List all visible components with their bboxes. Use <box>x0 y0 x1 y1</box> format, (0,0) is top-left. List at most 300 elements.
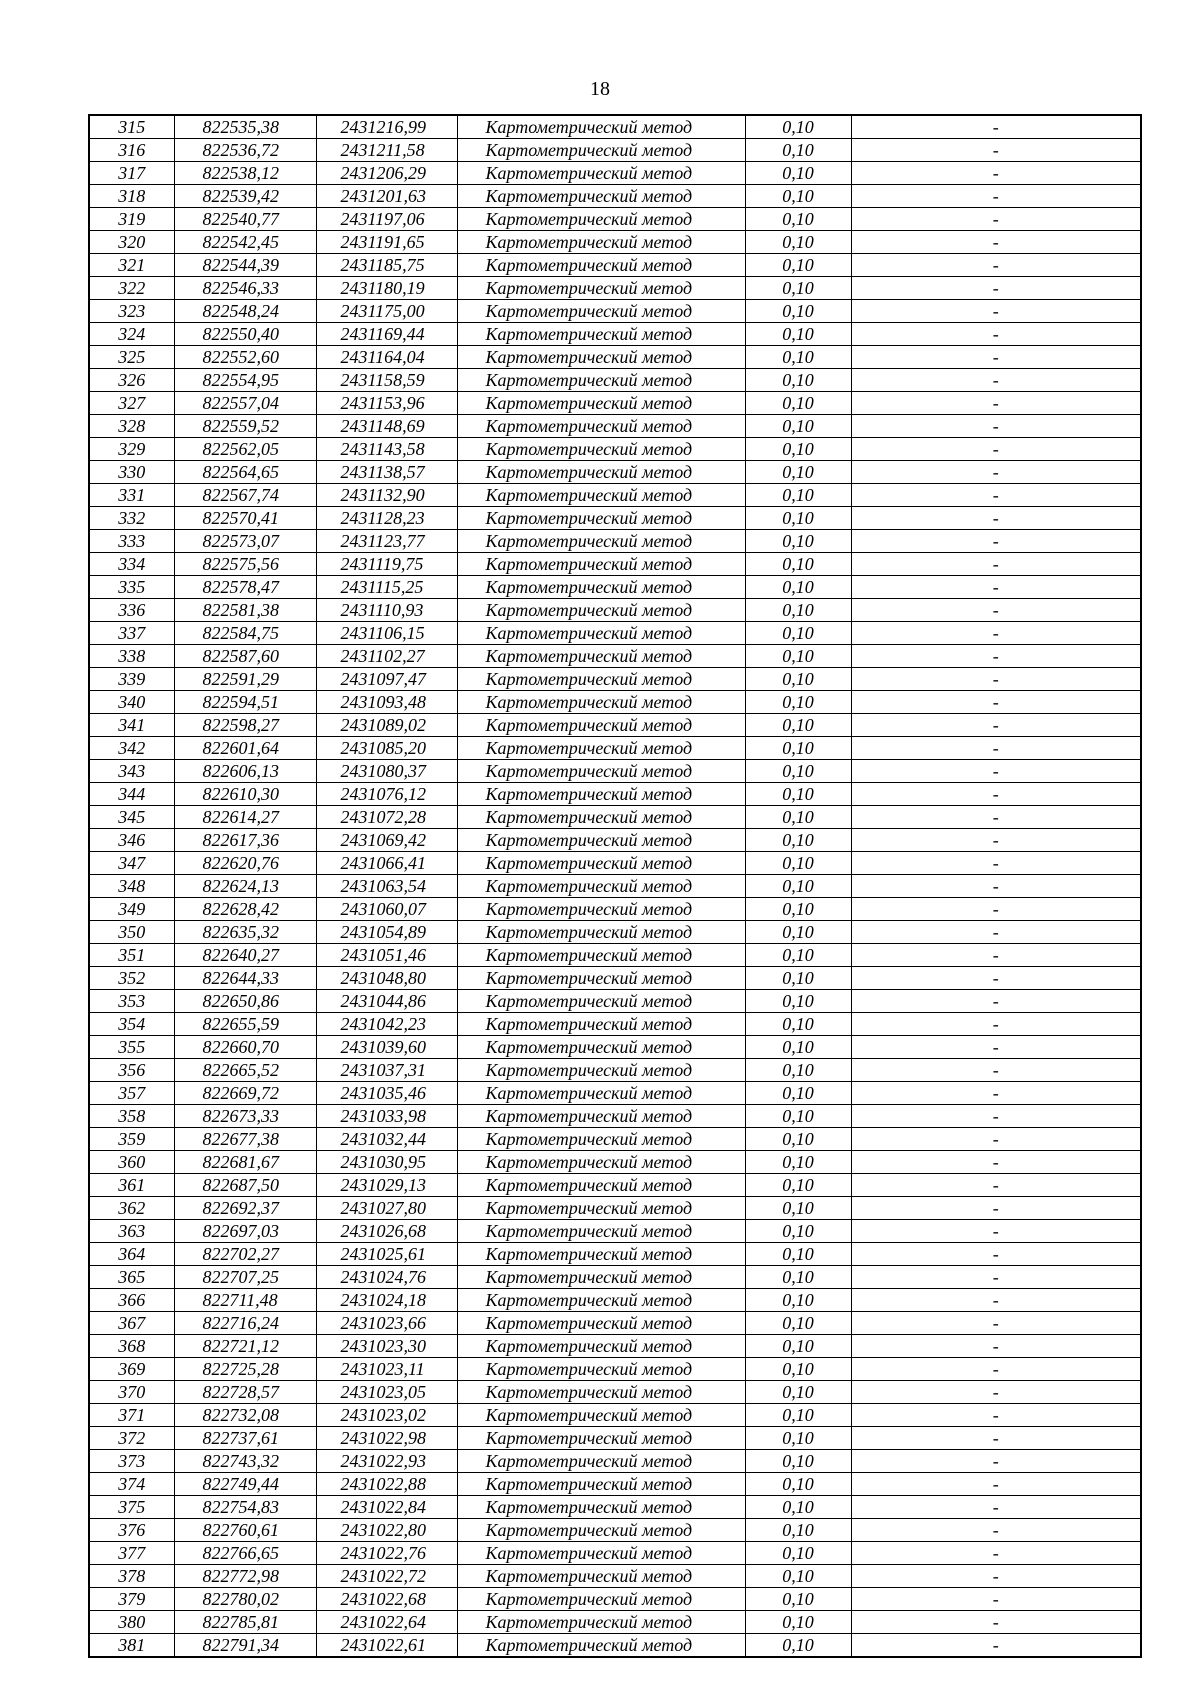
method-cell: Картометрический метод <box>457 1266 745 1289</box>
point-number-cell: 379 <box>89 1588 174 1611</box>
y-coordinate-cell: 2431022,61 <box>316 1634 457 1658</box>
method-cell: Картометрический метод <box>457 162 745 185</box>
description-cell: - <box>851 1059 1141 1082</box>
point-number-cell: 360 <box>89 1151 174 1174</box>
accuracy-cell: 0,10 <box>745 346 851 369</box>
method-cell: Картометрический метод <box>457 1358 745 1381</box>
method-cell: Картометрический метод <box>457 115 745 139</box>
description-cell: - <box>851 1174 1141 1197</box>
x-coordinate-cell: 822539,42 <box>174 185 316 208</box>
description-cell: - <box>851 438 1141 461</box>
accuracy-cell: 0,10 <box>745 1266 851 1289</box>
table-row <box>89 1519 1141 1542</box>
y-coordinate-cell: 2431097,47 <box>316 668 457 691</box>
table-row <box>89 254 1141 277</box>
y-coordinate-cell: 2431039,60 <box>316 1036 457 1059</box>
x-coordinate-cell: 822564,65 <box>174 461 316 484</box>
x-coordinate-cell: 822587,60 <box>174 645 316 668</box>
accuracy-cell: 0,10 <box>745 599 851 622</box>
method-cell: Картометрический метод <box>457 231 745 254</box>
method-cell: Картометрический метод <box>457 760 745 783</box>
point-number-cell: 322 <box>89 277 174 300</box>
table-row <box>89 415 1141 438</box>
table-row <box>89 208 1141 231</box>
table-row <box>89 1565 1141 1588</box>
table-row <box>89 599 1141 622</box>
point-number-cell: 343 <box>89 760 174 783</box>
table-row <box>89 668 1141 691</box>
description-cell: - <box>851 1496 1141 1519</box>
description-cell: - <box>851 208 1141 231</box>
table-row <box>89 944 1141 967</box>
description-cell: - <box>851 1542 1141 1565</box>
table-row <box>89 1358 1141 1381</box>
y-coordinate-cell: 2431102,27 <box>316 645 457 668</box>
y-coordinate-cell: 2431069,42 <box>316 829 457 852</box>
y-coordinate-cell: 2431022,80 <box>316 1519 457 1542</box>
accuracy-cell: 0,10 <box>745 806 851 829</box>
y-coordinate-cell: 2431164,04 <box>316 346 457 369</box>
point-number-cell: 346 <box>89 829 174 852</box>
point-number-cell: 329 <box>89 438 174 461</box>
point-number-cell: 372 <box>89 1427 174 1450</box>
table-row <box>89 1611 1141 1634</box>
x-coordinate-cell: 822535,38 <box>174 115 316 139</box>
point-number-cell: 373 <box>89 1450 174 1473</box>
x-coordinate-cell: 822697,03 <box>174 1220 316 1243</box>
description-cell: - <box>851 484 1141 507</box>
point-number-cell: 353 <box>89 990 174 1013</box>
accuracy-cell: 0,10 <box>745 1473 851 1496</box>
method-cell: Картометрический метод <box>457 622 745 645</box>
table-row <box>89 369 1141 392</box>
table-row <box>89 1243 1141 1266</box>
description-cell: - <box>851 1266 1141 1289</box>
x-coordinate-cell: 822578,47 <box>174 576 316 599</box>
y-coordinate-cell: 2431044,86 <box>316 990 457 1013</box>
x-coordinate-cell: 822650,86 <box>174 990 316 1013</box>
accuracy-cell: 0,10 <box>745 1082 851 1105</box>
x-coordinate-cell: 822681,67 <box>174 1151 316 1174</box>
description-cell: - <box>851 1381 1141 1404</box>
y-coordinate-cell: 2431027,80 <box>316 1197 457 1220</box>
method-cell: Картометрический метод <box>457 392 745 415</box>
accuracy-cell: 0,10 <box>745 139 851 162</box>
description-cell: - <box>851 967 1141 990</box>
description-cell: - <box>851 1634 1141 1658</box>
description-cell: - <box>851 806 1141 829</box>
accuracy-cell: 0,10 <box>745 1565 851 1588</box>
accuracy-cell: 0,10 <box>745 944 851 967</box>
description-cell: - <box>851 231 1141 254</box>
accuracy-cell: 0,10 <box>745 507 851 530</box>
description-cell: - <box>851 737 1141 760</box>
accuracy-cell: 0,10 <box>745 1381 851 1404</box>
method-cell: Картометрический метод <box>457 1611 745 1634</box>
method-cell: Картометрический метод <box>457 1496 745 1519</box>
table-row <box>89 1266 1141 1289</box>
x-coordinate-cell: 822536,72 <box>174 139 316 162</box>
accuracy-cell: 0,10 <box>745 1105 851 1128</box>
y-coordinate-cell: 2431158,59 <box>316 369 457 392</box>
x-coordinate-cell: 822655,59 <box>174 1013 316 1036</box>
table-row <box>89 300 1141 323</box>
accuracy-cell: 0,10 <box>745 438 851 461</box>
point-number-cell: 342 <box>89 737 174 760</box>
description-cell: - <box>851 115 1141 139</box>
method-cell: Картометрический метод <box>457 1588 745 1611</box>
x-coordinate-cell: 822716,24 <box>174 1312 316 1335</box>
method-cell: Картометрический метод <box>457 1542 745 1565</box>
table-row <box>89 1013 1141 1036</box>
method-cell: Картометрический метод <box>457 346 745 369</box>
x-coordinate-cell: 822628,42 <box>174 898 316 921</box>
table-row <box>89 1588 1141 1611</box>
point-number-cell: 337 <box>89 622 174 645</box>
accuracy-cell: 0,10 <box>745 1059 851 1082</box>
point-number-cell: 333 <box>89 530 174 553</box>
table-row <box>89 185 1141 208</box>
method-cell: Картометрический метод <box>457 875 745 898</box>
table-row <box>89 760 1141 783</box>
x-coordinate-cell: 822687,50 <box>174 1174 316 1197</box>
description-cell: - <box>851 1151 1141 1174</box>
method-cell: Картометрический метод <box>457 1473 745 1496</box>
point-number-cell: 319 <box>89 208 174 231</box>
description-cell: - <box>851 783 1141 806</box>
method-cell: Картометрический метод <box>457 415 745 438</box>
description-cell: - <box>851 162 1141 185</box>
x-coordinate-cell: 822702,27 <box>174 1243 316 1266</box>
accuracy-cell: 0,10 <box>745 530 851 553</box>
accuracy-cell: 0,10 <box>745 1358 851 1381</box>
table-row <box>89 714 1141 737</box>
accuracy-cell: 0,10 <box>745 1243 851 1266</box>
method-cell: Картометрический метод <box>457 1312 745 1335</box>
method-cell: Картометрический метод <box>457 438 745 461</box>
y-coordinate-cell: 2431022,88 <box>316 1473 457 1496</box>
x-coordinate-cell: 822737,61 <box>174 1427 316 1450</box>
description-cell: - <box>851 254 1141 277</box>
y-coordinate-cell: 2431022,72 <box>316 1565 457 1588</box>
description-cell: - <box>851 668 1141 691</box>
accuracy-cell: 0,10 <box>745 1588 851 1611</box>
method-cell: Картометрический метод <box>457 668 745 691</box>
y-coordinate-cell: 2431022,84 <box>316 1496 457 1519</box>
y-coordinate-cell: 2431110,93 <box>316 599 457 622</box>
x-coordinate-cell: 822728,57 <box>174 1381 316 1404</box>
point-number-cell: 340 <box>89 691 174 714</box>
description-cell: - <box>851 645 1141 668</box>
method-cell: Картометрический метод <box>457 323 745 346</box>
y-coordinate-cell: 2431197,06 <box>316 208 457 231</box>
y-coordinate-cell: 2431175,00 <box>316 300 457 323</box>
x-coordinate-cell: 822711,48 <box>174 1289 316 1312</box>
accuracy-cell: 0,10 <box>745 1289 851 1312</box>
description-cell: - <box>851 1588 1141 1611</box>
description-cell: - <box>851 1082 1141 1105</box>
y-coordinate-cell: 2431180,19 <box>316 277 457 300</box>
y-coordinate-cell: 2431035,46 <box>316 1082 457 1105</box>
point-number-cell: 354 <box>89 1013 174 1036</box>
table-row <box>89 231 1141 254</box>
point-number-cell: 378 <box>89 1565 174 1588</box>
y-coordinate-cell: 2431143,58 <box>316 438 457 461</box>
method-cell: Картометрический метод <box>457 898 745 921</box>
method-cell: Картометрический метод <box>457 461 745 484</box>
y-coordinate-cell: 2431060,07 <box>316 898 457 921</box>
description-cell: - <box>851 944 1141 967</box>
y-coordinate-cell: 2431022,68 <box>316 1588 457 1611</box>
point-number-cell: 365 <box>89 1266 174 1289</box>
accuracy-cell: 0,10 <box>745 415 851 438</box>
table-row <box>89 829 1141 852</box>
description-cell: - <box>851 875 1141 898</box>
x-coordinate-cell: 822598,27 <box>174 714 316 737</box>
x-coordinate-cell: 822754,83 <box>174 1496 316 1519</box>
accuracy-cell: 0,10 <box>745 162 851 185</box>
description-cell: - <box>851 1220 1141 1243</box>
table-row <box>89 162 1141 185</box>
y-coordinate-cell: 2431080,37 <box>316 760 457 783</box>
description-cell: - <box>851 323 1141 346</box>
point-number-cell: 352 <box>89 967 174 990</box>
y-coordinate-cell: 2431033,98 <box>316 1105 457 1128</box>
method-cell: Картометрический метод <box>457 783 745 806</box>
description-cell: - <box>851 1197 1141 1220</box>
x-coordinate-cell: 822575,56 <box>174 553 316 576</box>
accuracy-cell: 0,10 <box>745 852 851 875</box>
description-cell: - <box>851 1404 1141 1427</box>
method-cell: Картометрический метод <box>457 967 745 990</box>
method-cell: Картометрический метод <box>457 1082 745 1105</box>
method-cell: Картометрический метод <box>457 553 745 576</box>
point-number-cell: 351 <box>89 944 174 967</box>
point-number-cell: 355 <box>89 1036 174 1059</box>
table-row <box>89 115 1141 139</box>
description-cell: - <box>851 1036 1141 1059</box>
method-cell: Картометрический метод <box>457 1519 745 1542</box>
accuracy-cell: 0,10 <box>745 254 851 277</box>
accuracy-cell: 0,10 <box>745 369 851 392</box>
point-number-cell: 332 <box>89 507 174 530</box>
accuracy-cell: 0,10 <box>745 115 851 139</box>
table-row <box>89 691 1141 714</box>
x-coordinate-cell: 822732,08 <box>174 1404 316 1427</box>
y-coordinate-cell: 2431076,12 <box>316 783 457 806</box>
x-coordinate-cell: 822644,33 <box>174 967 316 990</box>
accuracy-cell: 0,10 <box>745 185 851 208</box>
point-number-cell: 377 <box>89 1542 174 1565</box>
y-coordinate-cell: 2431025,61 <box>316 1243 457 1266</box>
y-coordinate-cell: 2431030,95 <box>316 1151 457 1174</box>
description-cell: - <box>851 990 1141 1013</box>
description-cell: - <box>851 576 1141 599</box>
point-number-cell: 361 <box>89 1174 174 1197</box>
table-row <box>89 1335 1141 1358</box>
y-coordinate-cell: 2431123,77 <box>316 530 457 553</box>
point-number-cell: 315 <box>89 115 174 139</box>
point-number-cell: 326 <box>89 369 174 392</box>
y-coordinate-cell: 2431191,65 <box>316 231 457 254</box>
description-cell: - <box>851 1519 1141 1542</box>
method-cell: Картометрический метод <box>457 1289 745 1312</box>
accuracy-cell: 0,10 <box>745 1404 851 1427</box>
method-cell: Картометрический метод <box>457 990 745 1013</box>
accuracy-cell: 0,10 <box>745 461 851 484</box>
accuracy-cell: 0,10 <box>745 1427 851 1450</box>
description-cell: - <box>851 185 1141 208</box>
description-cell: - <box>851 599 1141 622</box>
x-coordinate-cell: 822546,33 <box>174 277 316 300</box>
table-row <box>89 1151 1141 1174</box>
accuracy-cell: 0,10 <box>745 1312 851 1335</box>
point-number-cell: 370 <box>89 1381 174 1404</box>
description-cell: - <box>851 714 1141 737</box>
table-row <box>89 875 1141 898</box>
point-number-cell: 317 <box>89 162 174 185</box>
table-row <box>89 1473 1141 1496</box>
y-coordinate-cell: 2431138,57 <box>316 461 457 484</box>
method-cell: Картометрический метод <box>457 1036 745 1059</box>
method-cell: Картометрический метод <box>457 1174 745 1197</box>
point-number-cell: 348 <box>89 875 174 898</box>
y-coordinate-cell: 2431089,02 <box>316 714 457 737</box>
point-number-cell: 321 <box>89 254 174 277</box>
description-cell: - <box>851 1312 1141 1335</box>
table-row <box>89 530 1141 553</box>
description-cell: - <box>851 139 1141 162</box>
y-coordinate-cell: 2431022,64 <box>316 1611 457 1634</box>
x-coordinate-cell: 822624,13 <box>174 875 316 898</box>
description-cell: - <box>851 898 1141 921</box>
point-number-cell: 359 <box>89 1128 174 1151</box>
point-number-cell: 375 <box>89 1496 174 1519</box>
table-row <box>89 1634 1141 1658</box>
x-coordinate-cell: 822772,98 <box>174 1565 316 1588</box>
table-row <box>89 392 1141 415</box>
x-coordinate-cell: 822601,64 <box>174 737 316 760</box>
x-coordinate-cell: 822594,51 <box>174 691 316 714</box>
point-number-cell: 364 <box>89 1243 174 1266</box>
point-number-cell: 320 <box>89 231 174 254</box>
accuracy-cell: 0,10 <box>745 921 851 944</box>
method-cell: Картометрический метод <box>457 369 745 392</box>
description-cell: - <box>851 530 1141 553</box>
point-number-cell: 349 <box>89 898 174 921</box>
y-coordinate-cell: 2431042,23 <box>316 1013 457 1036</box>
y-coordinate-cell: 2431206,29 <box>316 162 457 185</box>
table-row <box>89 576 1141 599</box>
method-cell: Картометрический метод <box>457 530 745 553</box>
table-row <box>89 553 1141 576</box>
coordinates-table-body <box>89 115 1141 1657</box>
y-coordinate-cell: 2431022,76 <box>316 1542 457 1565</box>
y-coordinate-cell: 2431051,46 <box>316 944 457 967</box>
accuracy-cell: 0,10 <box>745 1128 851 1151</box>
point-number-cell: 327 <box>89 392 174 415</box>
accuracy-cell: 0,10 <box>745 622 851 645</box>
x-coordinate-cell: 822743,32 <box>174 1450 316 1473</box>
method-cell: Картометрический метод <box>457 691 745 714</box>
x-coordinate-cell: 822785,81 <box>174 1611 316 1634</box>
point-number-cell: 341 <box>89 714 174 737</box>
point-number-cell: 362 <box>89 1197 174 1220</box>
method-cell: Картометрический метод <box>457 208 745 231</box>
x-coordinate-cell: 822584,75 <box>174 622 316 645</box>
method-cell: Картометрический метод <box>457 1128 745 1151</box>
accuracy-cell: 0,10 <box>745 714 851 737</box>
accuracy-cell: 0,10 <box>745 1496 851 1519</box>
point-number-cell: 323 <box>89 300 174 323</box>
x-coordinate-cell: 822552,60 <box>174 346 316 369</box>
table-row <box>89 852 1141 875</box>
point-number-cell: 335 <box>89 576 174 599</box>
accuracy-cell: 0,10 <box>745 1542 851 1565</box>
x-coordinate-cell: 822692,37 <box>174 1197 316 1220</box>
accuracy-cell: 0,10 <box>745 1519 851 1542</box>
y-coordinate-cell: 2431023,66 <box>316 1312 457 1335</box>
method-cell: Картометрический метод <box>457 1427 745 1450</box>
y-coordinate-cell: 2431032,44 <box>316 1128 457 1151</box>
x-coordinate-cell: 822559,52 <box>174 415 316 438</box>
point-number-cell: 357 <box>89 1082 174 1105</box>
method-cell: Картометрический метод <box>457 1059 745 1082</box>
point-number-cell: 374 <box>89 1473 174 1496</box>
description-cell: - <box>851 829 1141 852</box>
description-cell: - <box>851 346 1141 369</box>
description-cell: - <box>851 507 1141 530</box>
method-cell: Картометрический метод <box>457 1105 745 1128</box>
description-cell: - <box>851 1289 1141 1312</box>
table-row <box>89 438 1141 461</box>
table-row <box>89 1542 1141 1565</box>
x-coordinate-cell: 822749,44 <box>174 1473 316 1496</box>
point-number-cell: 324 <box>89 323 174 346</box>
y-coordinate-cell: 2431023,02 <box>316 1404 457 1427</box>
table-row <box>89 277 1141 300</box>
method-cell: Картометрический метод <box>457 806 745 829</box>
description-cell: - <box>851 622 1141 645</box>
table-row <box>89 737 1141 760</box>
method-cell: Картометрический метод <box>457 507 745 530</box>
accuracy-cell: 0,10 <box>745 1174 851 1197</box>
accuracy-cell: 0,10 <box>745 1335 851 1358</box>
y-coordinate-cell: 2431022,93 <box>316 1450 457 1473</box>
description-cell: - <box>851 1335 1141 1358</box>
point-number-cell: 358 <box>89 1105 174 1128</box>
x-coordinate-cell: 822554,95 <box>174 369 316 392</box>
method-cell: Картометрический метод <box>457 576 745 599</box>
point-number-cell: 367 <box>89 1312 174 1335</box>
method-cell: Картометрический метод <box>457 1243 745 1266</box>
method-cell: Картометрический метод <box>457 1197 745 1220</box>
x-coordinate-cell: 822573,07 <box>174 530 316 553</box>
accuracy-cell: 0,10 <box>745 1197 851 1220</box>
table-row <box>89 1174 1141 1197</box>
table-row <box>89 1289 1141 1312</box>
x-coordinate-cell: 822721,12 <box>174 1335 316 1358</box>
x-coordinate-cell: 822540,77 <box>174 208 316 231</box>
description-cell: - <box>851 415 1141 438</box>
description-cell: - <box>851 1105 1141 1128</box>
accuracy-cell: 0,10 <box>745 300 851 323</box>
point-number-cell: 363 <box>89 1220 174 1243</box>
accuracy-cell: 0,10 <box>745 737 851 760</box>
method-cell: Картометрический метод <box>457 599 745 622</box>
point-number-cell: 368 <box>89 1335 174 1358</box>
y-coordinate-cell: 2431106,15 <box>316 622 457 645</box>
